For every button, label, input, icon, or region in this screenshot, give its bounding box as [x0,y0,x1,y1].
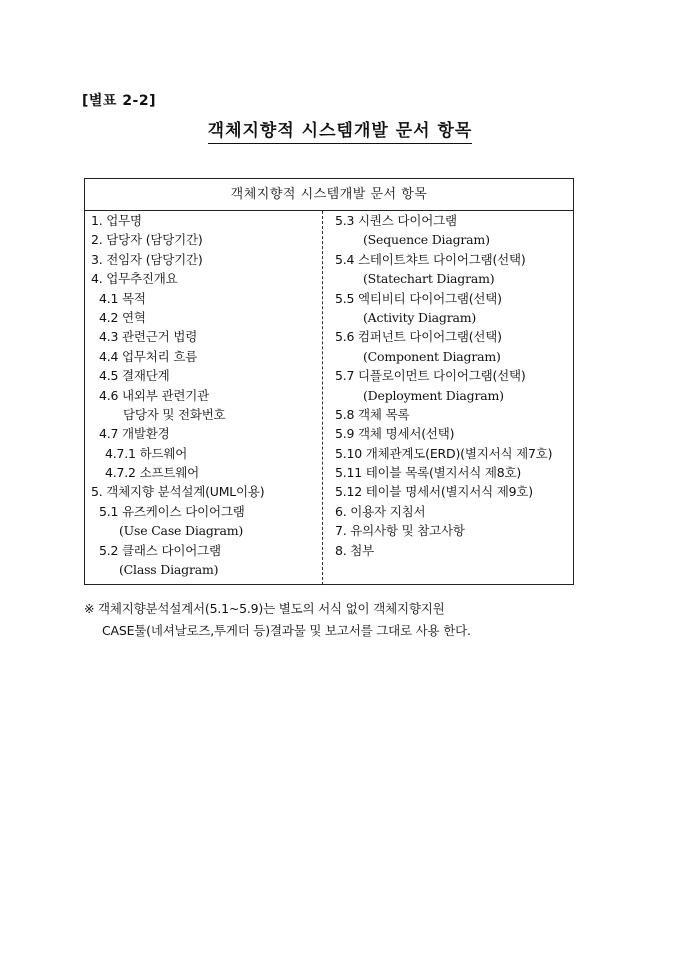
list-item: 5.6 컴퍼넌트 다이어그램(선택) [335,329,502,345]
table-body [85,211,573,585]
list-item: (Class Diagram) [119,562,219,578]
right-column [335,211,571,560]
list-item: 4. 업무추진개요 [91,271,178,287]
list-item: (Use Case Diagram) [119,523,244,539]
list-item: 1. 업무명 [91,213,142,228]
list-item: 5.1 유즈케이스 다이어그램 [99,503,245,519]
list-item: 3. 전임자 (담당기간) [91,251,203,267]
list-item: 5.8 객체 목록 [335,406,410,422]
list-item: (Deployment Diagram) [363,387,504,403]
list-item: 4.6 내외부 관련기관 [99,387,209,403]
list-item: 4.5 결재단계 [99,368,170,384]
list-item: 4.3 관련근거 법령 [99,329,198,345]
list-item: 5. 객체지향 분석설계(UML이용) [91,484,265,500]
list-item: 담당자 및 전화번호 [123,406,226,422]
list-item: 4.7 개발환경 [99,426,170,442]
list-item: (Activity Diagram) [363,309,477,325]
left-column [91,211,319,579]
list-item: 4.4 업무처리 흐름 [99,348,198,364]
list-item: 5.7 디플로이먼트 다이어그램(선택) [335,368,526,384]
list-item: 4.1 목적 [99,290,146,306]
appendix-label: [별표 2-2] [82,93,157,109]
list-item: (Sequence Diagram) [363,232,490,248]
list-item: 5.2 클래스 다이어그램 [99,542,221,558]
document-items-table [84,178,574,585]
list-item: 5.11 테이블 목록(별지서식 제8호) [335,465,522,481]
document-title-text: 객체지향적 시스템개발 문서 항목 [208,121,473,144]
footnote-line-2: CASE툴(네셔날로즈,투게더 등)결과물 및 보고서를 그대로 사용 한다. [102,623,471,638]
list-item: 5.12 테이블 명세서(별지서식 제9호) [335,484,533,500]
list-item: (Statechart Diagram) [363,271,495,287]
list-item: (Component Diagram) [363,348,501,364]
list-item: 5.3 시퀀스 다이어그램 [335,213,457,228]
list-item: 4.7.2 소프트웨어 [105,465,199,481]
list-item: 4.2 연혁 [99,309,146,325]
document-title [0,116,680,141]
table-header: 객체지향적 시스템개발 문서 항목 [85,179,573,211]
list-item: 5.9 객체 명세서(선택) [335,426,455,442]
list-item: 5.4 스테이트챠트 다이어그램(선택) [335,251,526,267]
list-item: 2. 담당자 (담당기간) [91,232,203,248]
list-item: 5.10 개체관계도(ERD)(별지서식 제7호) [335,445,553,461]
list-item: 8. 첨부 [335,542,375,558]
column-divider [322,211,323,585]
list-item: 7. 유의사항 및 참고사항 [335,523,465,539]
footnote [84,598,584,642]
list-item: 6. 이용자 지침서 [335,503,426,519]
footnote-line-1: ※ 객체지향분석설계서(5.1~5.9)는 별도의 서식 없이 객체지향지원 [84,601,445,616]
list-item: 5.5 엑티비티 다이어그램(선택) [335,290,502,306]
list-item: 4.7.1 하드웨어 [105,445,188,461]
